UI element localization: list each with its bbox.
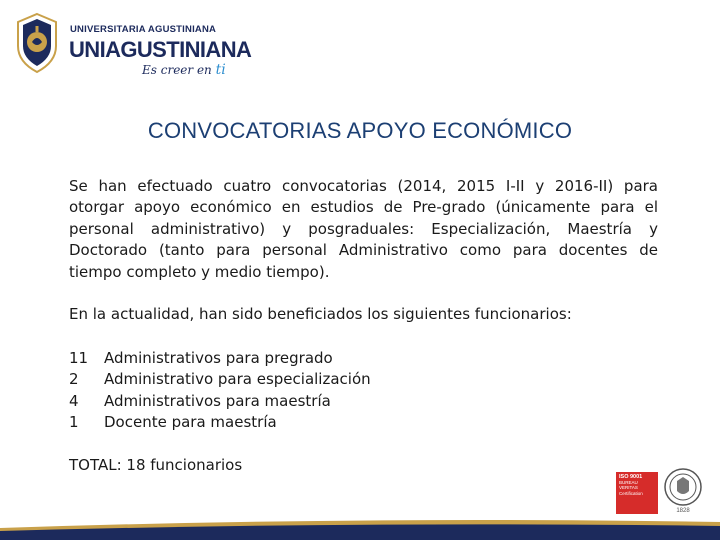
list-item	[69, 412, 371, 433]
shield-crest-icon	[14, 12, 60, 74]
certifier-name: BUREAU VERITAS	[619, 480, 638, 491]
beneficiary-count: 2	[69, 370, 79, 389]
list-item	[69, 348, 371, 369]
beneficiary-count: 1	[69, 413, 79, 432]
footer-band	[0, 518, 720, 540]
beneficiaries-intro: En la actualidad, han sido beneficiados los siguientes funcionarios:	[69, 305, 572, 323]
beneficiary-label: Administrativo para especialización	[104, 370, 371, 389]
brand-name: UNIAGUSTINIANA	[69, 37, 252, 62]
tagline-text: Es creer en	[142, 63, 212, 77]
beneficiary-label: Docente para maestría	[104, 413, 277, 432]
beneficiary-label: Administrativos para pregrado	[104, 349, 333, 367]
list-item	[69, 369, 371, 390]
beneficiary-count: 11	[69, 349, 89, 367]
iso-certification-badge	[616, 472, 658, 514]
beneficiaries-list	[69, 348, 371, 434]
tagline-accent: ti	[215, 62, 226, 78]
brand-tagline	[142, 62, 226, 78]
beneficiary-label: Administrativos para maestría	[104, 391, 331, 410]
total-line: TOTAL: 18 funcionarios	[69, 456, 243, 474]
certification-label: Certification	[619, 490, 643, 496]
list-item	[69, 391, 371, 412]
beneficiary-count: 4	[69, 391, 79, 410]
description-paragraph: Se han efectuado cuatro convocatorias (2014, 2015 I-II y 2016-II) para otorgar apoyo económico en estudios de Pre-grado (únicamente para el personal administrativo) y posgraduales: Especialización, Maestría y Doctorado (tanto para personal Administrativo como para docentes de tiempo completo y medio tiempo).	[69, 177, 658, 281]
iso-label: ISO 9001	[619, 474, 643, 480]
brand-subtitle: UNIVERSITARIA AGUSTINIANA	[70, 24, 217, 35]
university-logo	[14, 12, 252, 82]
seal-year: 1828	[676, 508, 690, 514]
slide-title: CONVOCATORIAS APOYO ECONÓMICO	[147, 118, 573, 143]
bureau-veritas-seal-icon	[662, 467, 704, 517]
